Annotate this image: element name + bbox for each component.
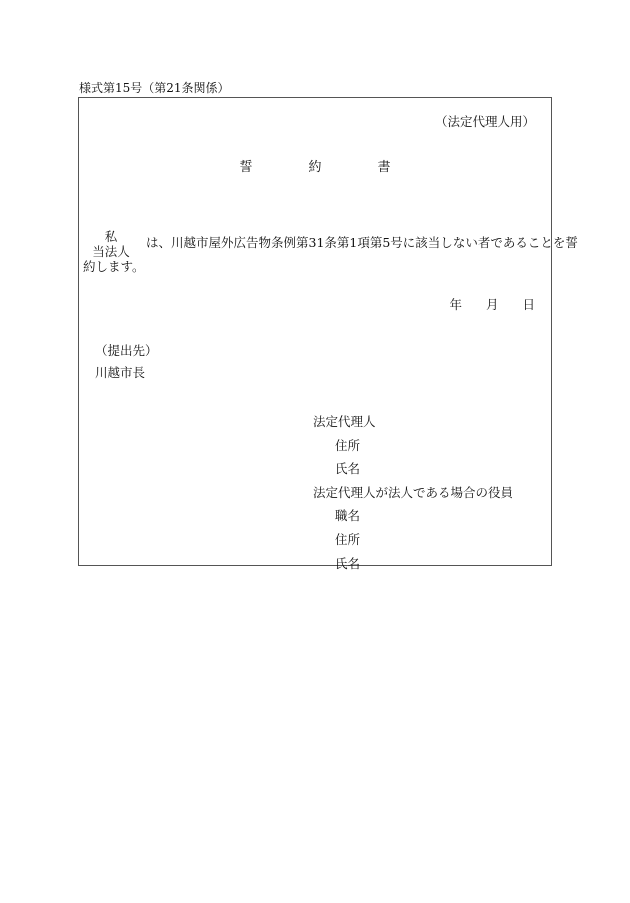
date-day-label: 日 [522, 297, 535, 312]
usage-label: （法定代理人用） [434, 114, 535, 129]
title-char-3: 書 [377, 160, 391, 175]
statement-line-1: は、川越市屋外広告物条例第31条第1項第5号に該当しない者であることを誓 [146, 235, 578, 250]
representative-address-label: 住所 [335, 437, 361, 453]
title-char-2: 約 [308, 160, 322, 175]
representative-name-label: 氏名 [335, 461, 361, 477]
officer-title-label: 職名 [335, 508, 361, 524]
representative-heading: 法定代理人 [313, 414, 376, 429]
title-char-1: 誓 [239, 160, 253, 175]
officer-name-label: 氏名 [335, 555, 361, 571]
pledge-form-frame [78, 97, 578, 571]
representative-block [313, 410, 513, 575]
document-title [79, 160, 551, 176]
date-year-label: 年 [449, 297, 462, 312]
subject-options [89, 229, 133, 259]
officer-address-label: 住所 [335, 531, 361, 547]
date-line [449, 297, 535, 313]
destination-label: （提出先） [95, 343, 158, 358]
date-month-label: 月 [485, 297, 499, 312]
statement-line-2: 約します。 [83, 259, 145, 274]
officer-heading: 法定代理人が法人である場合の役員 [313, 484, 514, 500]
destination-name: 川越市長 [95, 365, 146, 380]
subject-option-corporation: 当法人 [92, 244, 130, 259]
subject-option-individual: 私 [104, 229, 118, 244]
form-number: 様式第15号（第21条関係） [79, 81, 230, 95]
